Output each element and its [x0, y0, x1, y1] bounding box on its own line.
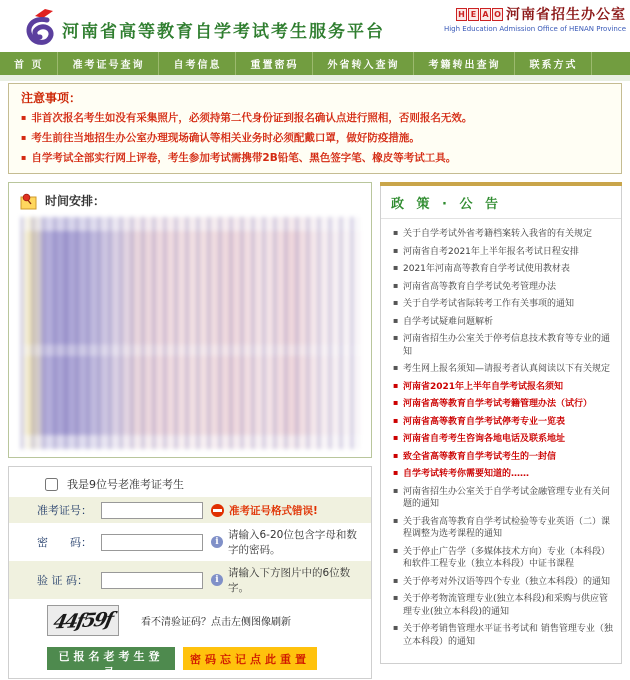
main-nav [0, 52, 630, 75]
announcement-link[interactable]: ▪ 关于自学考试省际转考工作有关事项的通知 [393, 298, 613, 311]
announcement-link[interactable]: ▪ 关于自学考试外省考籍档案转入我省的有关规定 [393, 228, 613, 241]
heao-letter: H [456, 8, 467, 21]
notice-box [8, 83, 622, 174]
login-panel [8, 466, 372, 679]
site-title: 河南省高等教育自学考试考生服务平台 [62, 22, 385, 42]
left-column [8, 182, 372, 679]
pushpin-icon [19, 191, 38, 210]
nav-item-transfer-out-query[interactable]: 考籍转出查询 [414, 52, 515, 75]
old-ticket-checkbox-label: 我是9位号老准考证考生 [67, 478, 184, 491]
org-name: 河南省招生办公室 [506, 7, 626, 23]
announcement-link[interactable]: ▪ 致全省高等教育自学考试考生的一封信 [393, 451, 613, 464]
password-label: 密 码： [37, 536, 92, 549]
schedule-title: 时间安排： [45, 194, 106, 208]
captcha-image[interactable] [47, 605, 119, 636]
announcement-link[interactable]: ▪ 河南省2021年上半年自学考试报名须知 [393, 381, 613, 394]
divider-strip [0, 75, 630, 81]
captcha-input[interactable] [101, 572, 203, 589]
captcha-text: 44f59f [51, 608, 115, 633]
heao-letter: A [480, 8, 491, 21]
right-column [380, 182, 622, 664]
announcement-link[interactable]: ▪ 河南省高等教育自学考试停考专业一览表 [393, 416, 613, 429]
nav-item-transfer-in-query[interactable]: 外省转入查询 [313, 52, 414, 75]
announcement-link[interactable]: ▪ 河南省自考考生咨询各地电话及联系地址 [393, 433, 613, 446]
announcement-link[interactable]: ▪ 河南省高等教育自学考试考籍管理办法（试行） [393, 398, 613, 411]
announcement-link[interactable]: ▪ 2021年河南高等教育自学考试使用教材表 [393, 263, 613, 276]
org-subtitle: High Education Admission Office of HENAN Province [443, 25, 626, 33]
notice-item: ▪ 自学考试全部实行网上评卷，考生参加考试需携带2B铅笔、黑色签字笔、橡皮等考试工具。 [21, 152, 457, 164]
ticket-number-input[interactable] [101, 502, 203, 519]
captcha-refresh-hint[interactable]: 看不清验证码？点击左侧图像刷新 [141, 617, 291, 628]
ticket-number-label: 准考证号： [37, 504, 92, 517]
announcements-list [381, 219, 621, 663]
announcement-link[interactable]: ▪ 考生网上报名须知—请报考者认真阅读以下有关规定 [393, 363, 613, 376]
info-icon: i [211, 574, 223, 586]
announcement-link[interactable]: ▪ 关于停考对外汉语等四个专业（独立本科段）的通知 [393, 576, 613, 589]
announcement-link[interactable]: ▪ 自学考试疑难问题解析 [393, 316, 613, 329]
heao-logo [456, 8, 503, 21]
old-ticket-checkbox[interactable] [45, 478, 58, 491]
announcement-link[interactable]: ▪ 河南省高等教育自学考试免考管理办法 [393, 281, 613, 294]
nav-item-exam-info[interactable]: 自考信息 [159, 52, 236, 75]
announcement-link[interactable]: ▪ 关于停考销售管理水平证书考试和 销售管理专业（独立本科段）的通知 [393, 623, 613, 648]
password-input[interactable] [101, 534, 203, 551]
announcement-link[interactable]: ▪ 关于停止广告学（多媒体技术方向）专业（本科段）和软件工程专业（独立本科段）中证书课程 [393, 546, 613, 571]
announcement-link[interactable]: ▪ 河南省自考2021年上半年报名考试日程安排 [393, 246, 613, 259]
captcha-hint: 请输入下方图片中的6位数字。 [228, 567, 351, 594]
site-logo-icon [23, 7, 59, 47]
password-hint: 请输入6-20位包含字母和数字的密码。 [228, 529, 357, 556]
announcement-link[interactable]: ▪ 河南省招生办公室关于自学考试金融管理专业有关问题的通知 [393, 486, 613, 511]
announcements-panel [380, 186, 622, 664]
captcha-label: 验 证 码： [37, 574, 88, 587]
nav-item-reset-password[interactable]: 重置密码 [236, 52, 313, 75]
announcement-link[interactable]: ▪ 河南省招生办公室关于停考信息技术教育等专业的通知 [393, 333, 613, 358]
nav-item-ticket-query[interactable]: 准考证号查询 [58, 52, 159, 75]
reset-password-button[interactable]: 密码忘记点此重置 [183, 647, 317, 670]
notice-title: 注意事项： [21, 91, 82, 105]
notice-item: ▪ 非首次报名考生如没有采集照片，必须持第二代身份证到报名确认点进行照相，否则报名无效。 [21, 112, 473, 124]
announcement-link[interactable]: ▪ 关于我省高等教育自学考试检验等专业英语（二）课程调整为选考课程的通知 [393, 516, 613, 541]
schedule-panel [8, 182, 372, 458]
login-button[interactable]: 已报名老考生登录 [47, 647, 175, 670]
ticket-number-hint: 准考证号格式错误! [229, 504, 318, 517]
schedule-blurred-image [21, 217, 361, 449]
error-icon [211, 504, 224, 517]
bullet-icon: ▪ [21, 153, 27, 162]
heao-letter: E [468, 8, 479, 21]
bullet-icon: ▪ [21, 133, 27, 142]
nav-item-home[interactable]: 首 页 [0, 52, 58, 75]
announcement-link[interactable]: ▪ 自学考试转考你需要知道的…… [393, 468, 613, 481]
info-icon: i [211, 536, 223, 548]
announcement-link[interactable]: ▪ 关于停考物流管理专业(独立本科段)和采购与供应管理专业(独立本科段)的通知 [393, 593, 613, 618]
announcements-title: 政 策 · 公 告 [381, 186, 621, 219]
heao-letter: O [492, 8, 503, 21]
main-content [8, 182, 622, 679]
bullet-icon: ▪ [21, 113, 27, 122]
nav-item-contact[interactable]: 联系方式 [515, 52, 592, 75]
page-header [0, 0, 630, 52]
org-logo-block [444, 4, 626, 33]
notice-item: ▪ 考生前往当地招生办公室办理现场确认等相关业务时必须配戴口罩，做好防疫措施。 [21, 132, 420, 144]
